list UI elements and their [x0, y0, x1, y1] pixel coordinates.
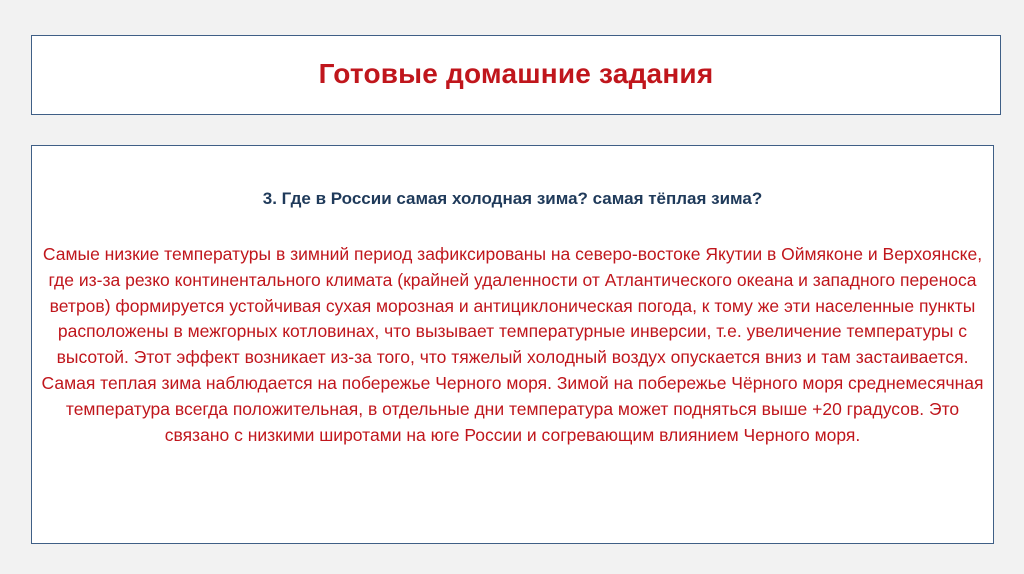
question-heading: 3. Где в России самая холодная зима? самая тёплая зима?	[262, 189, 763, 208]
slide-title: Готовые домашние задания	[318, 58, 714, 89]
title-box	[31, 35, 1001, 115]
content-box	[31, 145, 994, 544]
answer-paragraph: Самые низкие температуры в зимний период зафиксированы на северо-востоке Якутии в Оймяконе и Верхоянске, где из-за резко континентального климата (крайней удаленности от Атлантического океана и западного переноса ветров) формируется устойчивая сухая морозная и антициклоническая погода, к тому же эти населенные пункты расположены в межгорных котловинах, что вызывает температурные инверсии, т.е. увеличение температуры с высотой. Этот эффект возникает из-за того, что тяжелый холодный воздух опускается вниз и там застаивается. Самая теплая зима наблюдается на побережье Черного моря. Зимой на побережье Чёрного моря среднемесячная температура всегда положительная, в отдельные дни температура может подняться выше +20 градусов. Это связано с низкими широтами на юге России и согревающим влиянием Черного моря.	[41, 244, 984, 445]
